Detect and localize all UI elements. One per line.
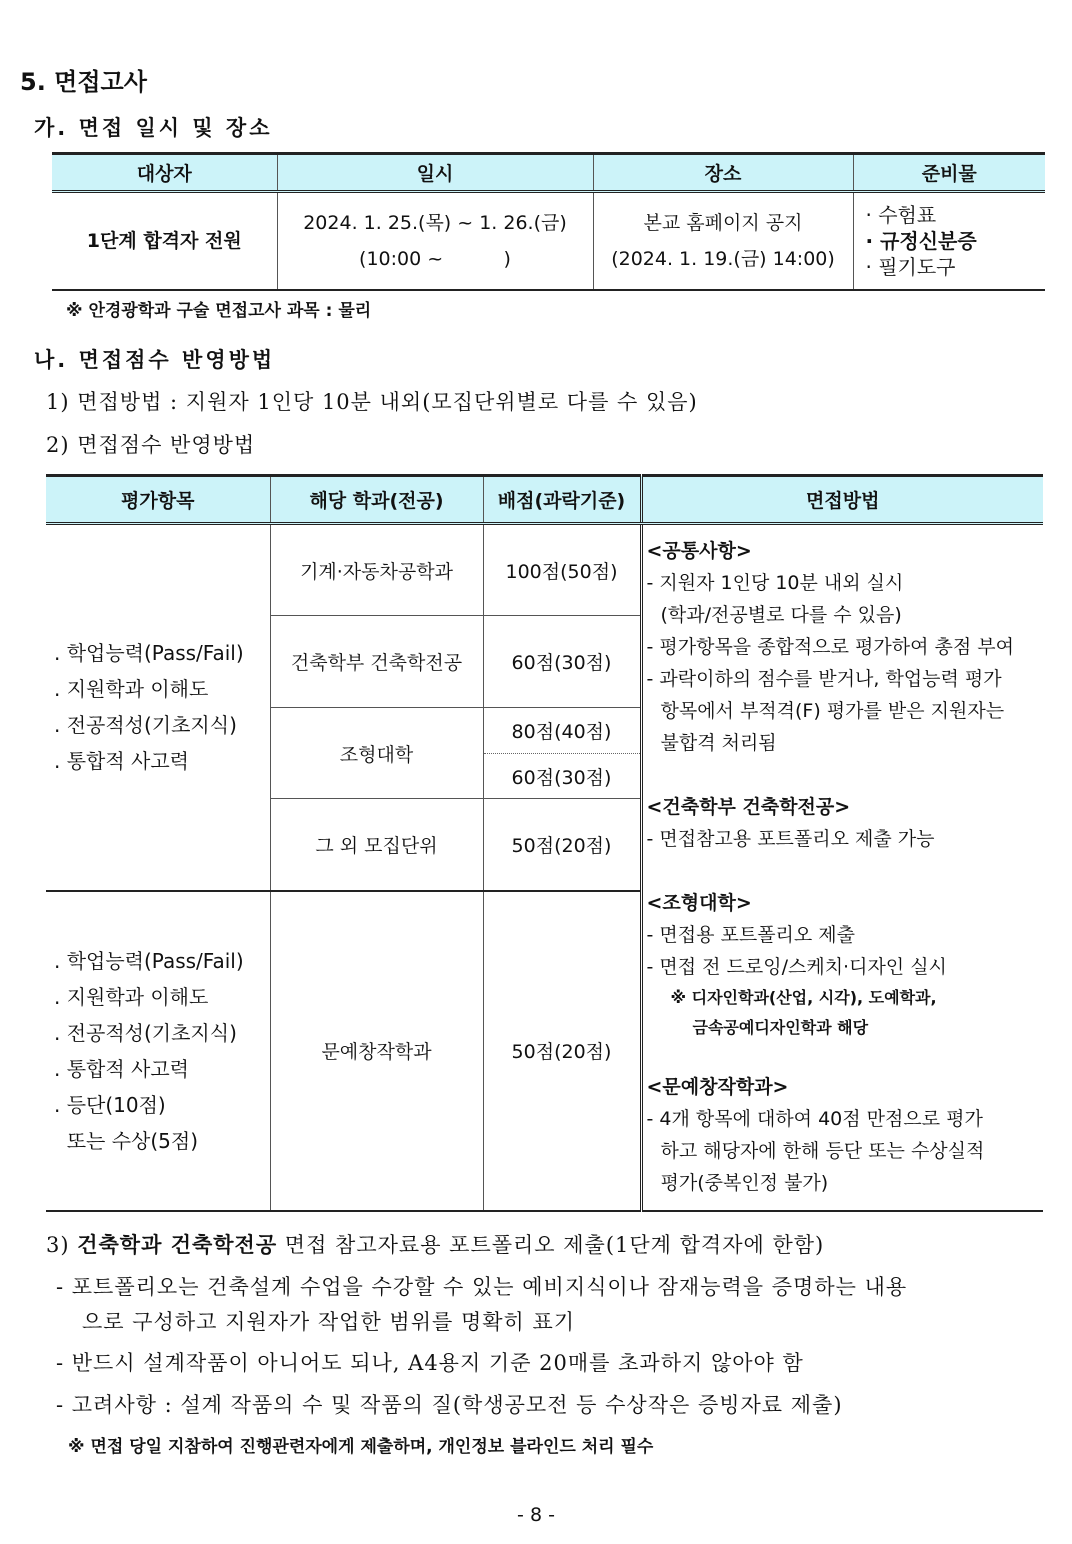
header-eval: 평가항목 [46, 476, 270, 524]
eval-item: . 지원학과 이해도 [54, 984, 209, 1009]
dept-cell: 조형대학 [270, 708, 483, 799]
dept-cell: 문예창작학과 [270, 891, 483, 1211]
eval-item: . 전공적성(기초지식) [54, 713, 237, 738]
table-row [46, 524, 1043, 616]
item-writing-tools: · 필기도구 [865, 254, 956, 279]
method-line: - 평가항목을 종합적으로 평가하여 총점 부여 [646, 636, 1014, 658]
portfolio-heading-dept: 건축학과 건축학전공 [77, 1232, 278, 1257]
method-cell [641, 524, 1043, 1211]
portfolio-bullet-3: - 고려사항 : 설계 작품의 수 및 작품의 질(학생공모전 등 수상작은 증빙자료 제출) [56, 1393, 843, 1417]
eval-items-group-2 [46, 891, 270, 1211]
header-target: 대상자 [52, 154, 277, 192]
table-header-row [46, 476, 1043, 524]
eval-item: . 통합적 사고력 [54, 1056, 189, 1081]
method-line: 항목에서 부적격(F) 평가를 받은 지원자는 [660, 700, 1005, 722]
header-date: 일시 [277, 154, 593, 192]
method-line: 불합격 처리됨 [660, 732, 777, 754]
schedule-table [52, 152, 1045, 291]
page-number: - 8 - [517, 1504, 555, 1526]
score-cell: 100점(50점) [483, 524, 641, 616]
score-cell: 50점(20점) [483, 891, 641, 1211]
method-design-note: 금속공예디자인학과 해당 [692, 1018, 869, 1037]
portfolio-bullet-2: - 반드시 설계작품이 아니어도 되나, A4용지 기준 20매를 초과하지 않아야 함 [56, 1351, 804, 1375]
header-place: 장소 [593, 154, 853, 192]
eval-item: 또는 수상(5점) [54, 1128, 199, 1153]
date-cell [277, 192, 593, 290]
method-design-note: ※ 디자인학과(산업, 시각), 도예학과, [670, 988, 937, 1007]
date-line-1: 2024. 1. 25.(목) ~ 1. 26.(금) [303, 211, 567, 234]
section-title: 5. 면접고사 [20, 68, 147, 96]
portfolio-note: ※ 면접 당일 지참하여 진행관련자에게 제출하며, 개인정보 블라인드 처리 필수 [68, 1437, 654, 1457]
place-line-1: 본교 홈페이지 공지 [643, 211, 803, 234]
eval-item: . 통합적 사고력 [54, 749, 189, 774]
eval-item: . 학업능력(Pass/Fail) [54, 641, 244, 666]
items-cell [853, 192, 1045, 290]
interview-method-line: 1) 면접방법 : 지원자 1인당 10분 내외(모집단위별로 다를 수 있음) [46, 390, 698, 414]
table-header-row [52, 154, 1045, 192]
method-design-title: <조형대학> [646, 892, 752, 914]
score-cell: 60점(30점) [483, 616, 641, 708]
score-cell: 80점(40점) [483, 708, 641, 754]
score-cell: 60점(30점) [483, 754, 641, 799]
method-line: - 과락이하의 점수를 받거나, 학업능력 평가 [646, 668, 1002, 690]
score-cell: 50점(20점) [483, 799, 641, 891]
method-common-title: <공통사항> [646, 540, 752, 562]
subsection-title-b: 나. 면접점수 반영방법 [34, 348, 276, 372]
header-score: 배점(과락기준) [483, 476, 641, 524]
method-line: 하고 해당자에 한해 등단 또는 수상실적 [660, 1140, 985, 1162]
target-cell: 1단계 합격자 전원 [52, 192, 277, 290]
eval-item: . 지원학과 이해도 [54, 677, 209, 702]
header-dept: 해당 학과(전공) [270, 476, 483, 524]
eval-item: . 학업능력(Pass/Fail) [54, 948, 244, 973]
portfolio-heading-num: 3) [46, 1233, 78, 1257]
date-line-2: (10:00 ~ ) [359, 247, 511, 270]
header-method: 면접방법 [641, 476, 1043, 524]
subsection-title-a: 가. 면접 일시 및 장소 [34, 116, 273, 140]
method-arch-title: <건축학부 건축학전공> [646, 796, 851, 818]
method-line: - 면접참고용 포트폴리오 제출 가능 [646, 828, 935, 850]
score-table [46, 474, 1043, 1212]
physics-note: ※ 안경광학과 구술 면접고사 과목 : 물리 [66, 301, 372, 321]
item-admission-ticket: · 수험표 [865, 202, 937, 227]
method-line: (학과/전공별로 다를 수 있음) [660, 604, 902, 626]
method-line: - 면접 전 드로잉/스케치·디자인 실시 [646, 956, 947, 978]
place-line-2: (2024. 1. 19.(금) 14:00) [611, 247, 835, 270]
method-line: - 지원자 1인당 10분 내외 실시 [646, 572, 904, 594]
dept-cell: 그 외 모집단위 [270, 799, 483, 891]
header-items: 준비물 [853, 154, 1045, 192]
dept-cell: 건축학부 건축학전공 [270, 616, 483, 708]
eval-item: . 전공적성(기초지식) [54, 1020, 237, 1045]
method-lit-title: <문예창작학과> [646, 1076, 789, 1098]
method-line: - 4개 항목에 대하여 40점 만점으로 평가 [646, 1108, 983, 1130]
portfolio-heading-rest: 면접 참고자료용 포트폴리오 제출(1단계 합격자에 한함) [277, 1233, 825, 1257]
method-line: 평가(중복인정 불가) [660, 1172, 829, 1194]
score-method-line: 2) 면접점수 반영방법 [46, 433, 256, 457]
portfolio-heading [46, 1229, 824, 1259]
place-cell [593, 192, 853, 290]
portfolio-bullet-1: - 포트폴리오는 건축설계 수업을 수강할 수 있는 예비지식이나 잠재능력을 증명하는 내용 [56, 1275, 908, 1299]
dept-cell: 기계·자동차공학과 [270, 524, 483, 616]
portfolio-bullet-1-cont: 으로 구성하고 지원자가 작업한 범위를 명확히 표기 [82, 1310, 576, 1334]
table-row [52, 192, 1045, 290]
eval-item: . 등단(10점) [54, 1092, 166, 1117]
method-line: - 면접용 포트폴리오 제출 [646, 924, 856, 946]
item-id-card: · 규정신분증 [865, 228, 977, 253]
eval-items-group-1 [46, 524, 270, 891]
